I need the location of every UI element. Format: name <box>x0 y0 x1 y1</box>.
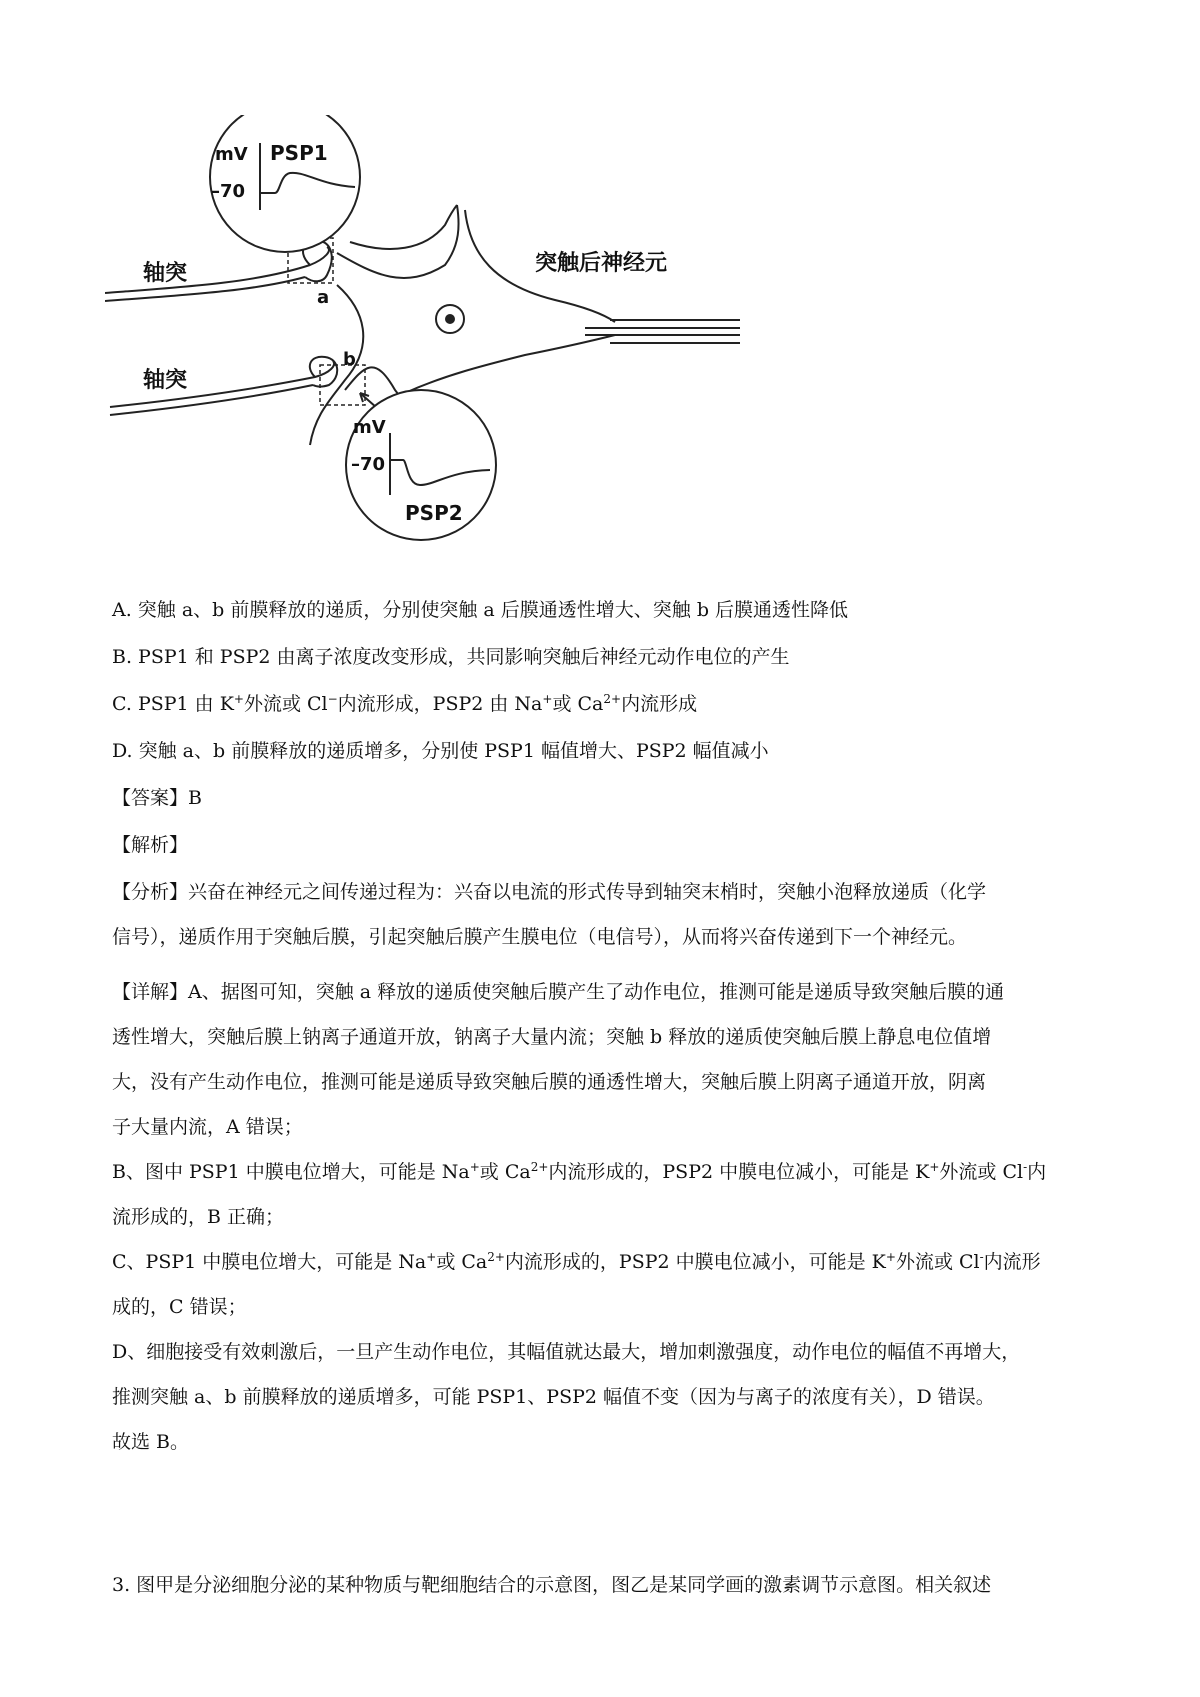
synapse-b-label: b <box>343 349 356 370</box>
detail-line-3: 大，没有产生动作电位，推测可能是递质导致突触后膜的通透性增大，突触后膜上阴离子通道开放，阴离 <box>112 1071 987 1093</box>
detail-d-line-2: 推测突触 a、b 前膜释放的递质增多，可能 PSP1、PSP2 幅值不变（因为与离子的浓度有关），D 错误。 <box>112 1386 995 1408</box>
option-a: A. 突触 a、b 前膜释放的递质，分别使突触 a 后膜通透性增大、突触 b 后膜通透性降低 <box>112 599 849 621</box>
axon-bottom-lower <box>110 385 313 415</box>
analysis-line-2: 信号），递质作用于突触后膜，引起突触后膜产生膜电位（电信号），从而将兴奋传递到下一个神经元。 <box>112 926 968 948</box>
psp1-name: PSP1 <box>270 141 328 165</box>
neuron-label: 突触后神经元 <box>535 251 668 276</box>
conclusion: 故选 B。 <box>112 1431 190 1453</box>
analysis-line-1: 【分析】兴奋在神经元之间传递过程为：兴奋以电流的形式传导到轴突末梢时，突触小泡释放递质（化学 <box>112 881 987 903</box>
neuron-outline-upper <box>337 205 459 278</box>
synapse-b-knob <box>310 357 337 387</box>
detail-c-line-1: C、PSP1 中膜电位增大，可能是 Na+或 $Ca^{2+}$内流形成的，PSP2 中膜电位减小，可能是 K+外流或 Cl-内流形 <box>112 1250 1041 1273</box>
psp1-baseline: –70 <box>211 181 246 202</box>
analysis-heading: 【解析】 <box>112 834 189 856</box>
axon-bottom-label: 轴突 <box>143 368 188 393</box>
synapse-diagram <box>105 115 805 590</box>
psp2-baseline: –70 <box>351 454 386 475</box>
option-d: D. 突触 a、b 前膜释放的递质增多，分别使 PSP1 幅值增大、PSP2 幅值减小 <box>112 740 769 762</box>
analysis-paragraph <box>112 870 1097 960</box>
psp2-unit: mV <box>353 417 386 438</box>
answer: 【答案】B <box>112 787 202 809</box>
detail-c-line-2: 成的，C 错误； <box>112 1296 247 1318</box>
psp1-unit: mV <box>215 144 248 165</box>
axon-top-label: 轴突 <box>143 261 188 286</box>
detail-b-line-1: B、图中 PSP1 中膜电位增大，可能是 Na+或 $Ca^{2+}$内流形成的，PSP2 中膜电位减小，可能是 K+外流或 Cl-内 <box>112 1160 1047 1183</box>
psp2-name: PSP2 <box>405 501 463 525</box>
nucleolus <box>446 315 454 323</box>
question-3: 3. 图甲是分泌细胞分泌的某种物质与靶细胞结合的示意图，图乙是某同学画的激素调节示意图。相关叙述 <box>112 1574 992 1596</box>
detail-paragraph <box>112 970 1097 1465</box>
neuron-outline-upper2 <box>350 205 457 249</box>
detail-b-line-2: 流形成的，B 正确； <box>112 1206 285 1228</box>
axon-top-lower <box>105 277 305 301</box>
neuron-outline-lower <box>405 335 615 393</box>
option-b: B. PSP1 和 PSP2 由离子浓度改变形成，共同影响突触后神经元动作电位的产生 <box>112 646 790 668</box>
detail-d-line-1: D、细胞接受有效刺激后，一旦产生动作电位，其幅值就达最大，增加刺激强度，动作电位的幅值不再增大， <box>112 1341 1021 1363</box>
detail-line-4: 子大量内流，A 错误； <box>112 1116 303 1138</box>
option-c: C. PSP1 由 K+外流或 Cl−内流形成，PSP2 由 Na+或 $Ca^{2+}$内流形成 <box>112 692 698 715</box>
synapse-a-label: a <box>317 287 330 308</box>
detail-line-1: 【详解】A、据图可知，突触 a 释放的递质使突触后膜产生了动作电位，推测可能是递质导致突触后膜的通 <box>112 981 1005 1003</box>
axon-top <box>105 247 329 293</box>
detail-line-2: 透性增大，突触后膜上钠离子通道开放，钠离子大量内流；突触 b 释放的递质使突触后膜上静息电位值增 <box>112 1026 992 1048</box>
